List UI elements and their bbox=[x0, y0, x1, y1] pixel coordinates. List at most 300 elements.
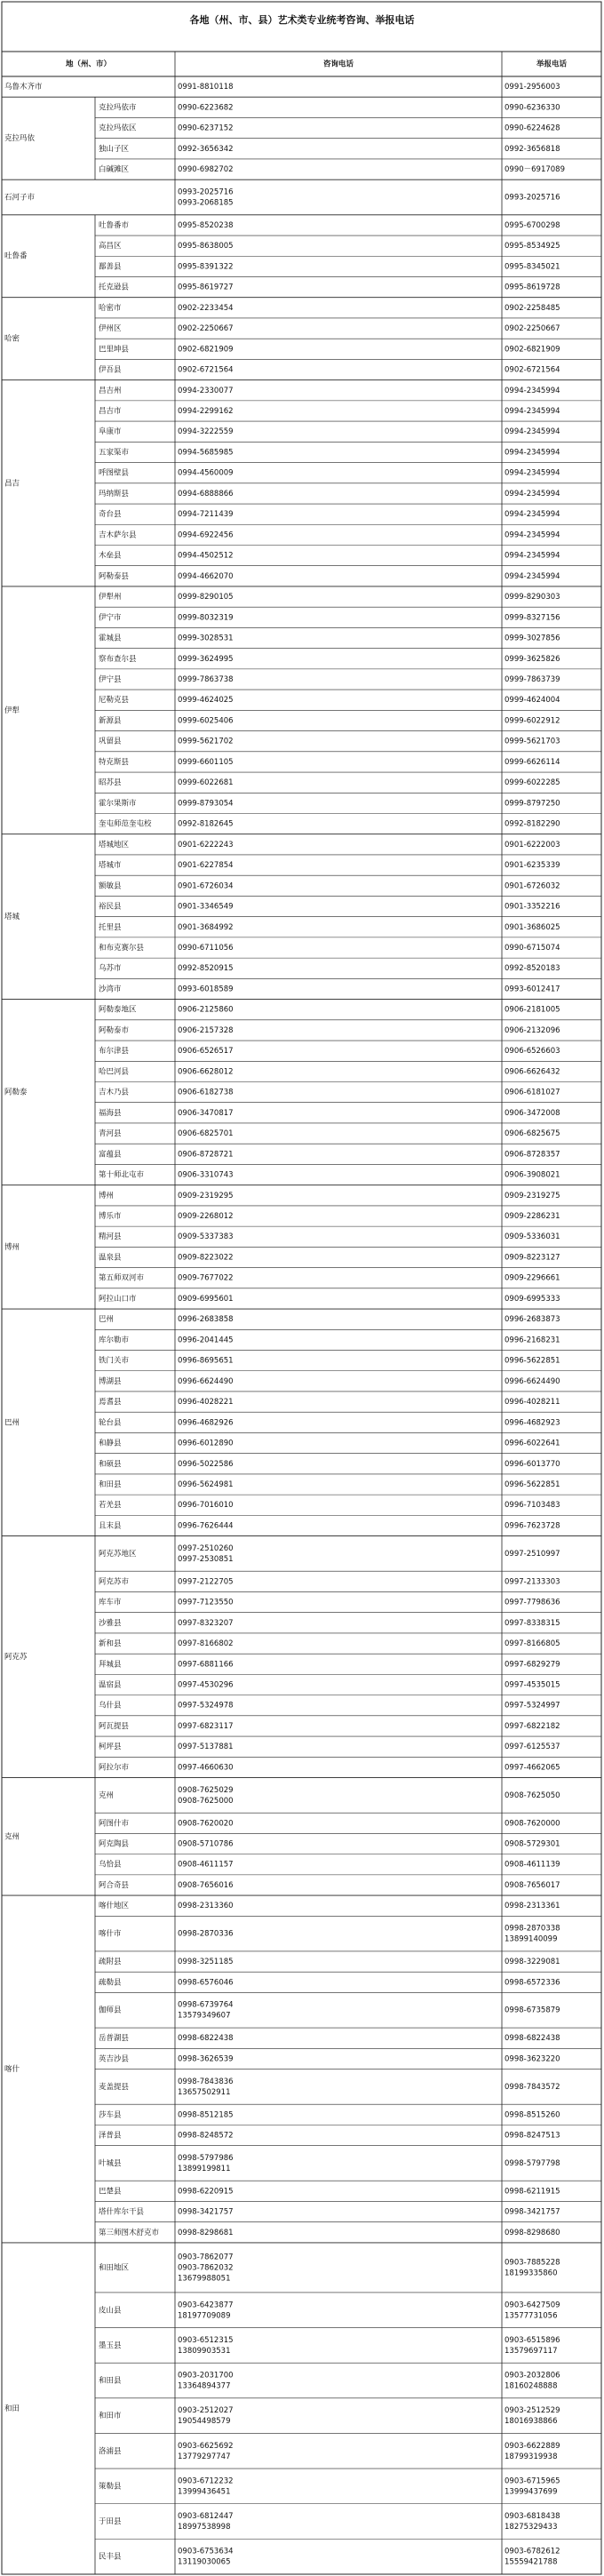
report-phone: 0998-3421757 bbox=[505, 2207, 560, 2217]
consult-phone: 0992-8182645 bbox=[178, 819, 234, 829]
consult-phone: 0998-2870336 bbox=[178, 1929, 234, 1939]
consult-phone: 0906-3470817 bbox=[178, 1108, 234, 1118]
district-name: 新和县 bbox=[99, 1639, 122, 1649]
report-phone: 0996-4682923 bbox=[505, 1418, 560, 1428]
report-phone: 0997-6822182 bbox=[505, 1721, 560, 1731]
consult-phone: 0993-2068185 bbox=[178, 198, 234, 208]
report-phone: 0901-6235339 bbox=[505, 861, 560, 871]
report-phone: 0996-7103483 bbox=[505, 1501, 560, 1511]
consult-phone: 0998-8298681 bbox=[178, 2228, 234, 2237]
consult-phone: 0908-4611157 bbox=[178, 1860, 234, 1870]
consult-phone: 18997538998 bbox=[178, 2523, 231, 2532]
report-phone: 13899140099 bbox=[505, 1934, 558, 1944]
report-phone: 0994-2345994 bbox=[505, 468, 560, 478]
report-phone: 0995-6700298 bbox=[505, 220, 560, 230]
consult-phone: 0903-2031700 bbox=[178, 2371, 234, 2381]
region-name: 昌吉 bbox=[4, 479, 20, 489]
consult-phone: 0999-6601105 bbox=[178, 757, 234, 767]
page-title: 各地（州、市、县）艺术类专业统考咨询、举报电话 bbox=[189, 14, 415, 26]
district-name: 沙雅县 bbox=[99, 1618, 122, 1628]
report-phone: 0906-3908021 bbox=[505, 1170, 560, 1180]
consult-phone: 0997-7123550 bbox=[178, 1598, 234, 1607]
report-phone: 0903-6515896 bbox=[505, 2335, 560, 2345]
report-phone: 0906-6626432 bbox=[505, 1067, 560, 1077]
report-phone: 13999437699 bbox=[505, 2487, 558, 2497]
report-phone: 13579697117 bbox=[505, 2346, 558, 2356]
consult-phone: 0994-4662070 bbox=[178, 571, 234, 581]
district-name: 叶城县 bbox=[99, 2158, 122, 2168]
consult-phone: 0996-6624490 bbox=[178, 1376, 234, 1386]
consult-phone: 13899199811 bbox=[178, 2164, 231, 2173]
consult-phone: 0906-8728721 bbox=[178, 1150, 234, 1160]
report-phone: 0909-2286231 bbox=[505, 1212, 560, 1222]
consult-phone: 0996-5624981 bbox=[178, 1480, 234, 1490]
consult-phone: 0993-6018589 bbox=[178, 985, 234, 994]
consult-phone: 13119030065 bbox=[178, 2557, 231, 2567]
header-consult: 咨询电话 bbox=[322, 60, 354, 69]
report-phone: 0908-5729301 bbox=[505, 1839, 560, 1849]
district-name: 哈密市 bbox=[99, 303, 122, 313]
consult-phone: 0903-6423877 bbox=[178, 2301, 234, 2310]
report-phone: 0906-6825675 bbox=[505, 1129, 560, 1139]
report-phone: 0999-8290303 bbox=[505, 593, 560, 602]
report-phone: 0908-7620000 bbox=[505, 1819, 560, 1829]
consult-phone: 0906-6628012 bbox=[178, 1067, 234, 1077]
district-name: 察布查尔县 bbox=[99, 654, 137, 664]
report-phone: 0999-4624004 bbox=[505, 696, 560, 706]
report-phone: 0998-3623220 bbox=[505, 2054, 560, 2064]
consult-phone: 0991-8810118 bbox=[178, 83, 234, 92]
consult-phone: 0999-8793054 bbox=[178, 799, 234, 809]
district-name: 阿勒泰县 bbox=[99, 571, 130, 581]
district-name: 塔城市 bbox=[99, 861, 122, 871]
consult-phone: 0994-6888866 bbox=[178, 489, 234, 498]
district-name: 乌恰县 bbox=[99, 1860, 122, 1870]
district-name: 阿克苏市 bbox=[99, 1577, 130, 1587]
district-name: 巴州 bbox=[99, 1315, 115, 1325]
report-phone: 0902-6721564 bbox=[505, 365, 560, 375]
district-name: 和田市 bbox=[99, 2412, 122, 2421]
report-phone: 0996-5622851 bbox=[505, 1356, 560, 1366]
report-phone: 0996-6624490 bbox=[505, 1376, 560, 1386]
report-phone: 0908-7625050 bbox=[505, 1790, 560, 1800]
consult-phone: 0998-5797986 bbox=[178, 2153, 234, 2163]
consult-phone: 0901-3684992 bbox=[178, 922, 234, 932]
report-phone: 0901-3352216 bbox=[505, 902, 560, 912]
report-phone: 0901-3686025 bbox=[505, 922, 560, 932]
consult-phone: 0901-6726034 bbox=[178, 881, 234, 891]
district-name: 和田县 bbox=[99, 1480, 122, 1490]
district-name: 吉木乃县 bbox=[99, 1088, 130, 1097]
report-phone: 0997-2133303 bbox=[505, 1577, 560, 1587]
consult-phone: 0994-7211439 bbox=[178, 510, 234, 520]
consult-phone: 0909-2268012 bbox=[178, 1212, 234, 1222]
district-name: 塔城地区 bbox=[99, 840, 130, 849]
district-name: 策勒县 bbox=[99, 2482, 122, 2492]
consult-phone: 0909-7677022 bbox=[178, 1273, 234, 1283]
report-phone: 0996-2168231 bbox=[505, 1336, 560, 1345]
consult-phone: 0996-4682926 bbox=[178, 1418, 234, 1428]
report-phone: 0997-4662065 bbox=[505, 1763, 560, 1773]
consult-phone: 0903-2512027 bbox=[178, 2406, 234, 2416]
header-region: 地（州、市） bbox=[65, 60, 112, 69]
consult-phone: 0998-8248572 bbox=[178, 2131, 234, 2141]
district-name: 和田县 bbox=[99, 2376, 122, 2386]
consult-phone: 0908-7620020 bbox=[178, 1819, 234, 1829]
report-phone: 0992-8182290 bbox=[505, 819, 560, 829]
consult-phone: 0902-6721564 bbox=[178, 365, 234, 375]
consult-phone: 0903-6812447 bbox=[178, 2512, 234, 2522]
consult-phone: 0992-8520915 bbox=[178, 964, 234, 974]
district-name: 博湖县 bbox=[99, 1376, 122, 1386]
district-name: 富蕴县 bbox=[99, 1150, 122, 1160]
report-phone: 0906-2181005 bbox=[505, 1005, 560, 1015]
consult-phone: 0999-6025406 bbox=[178, 716, 234, 726]
consult-phone: 0996-8695651 bbox=[178, 1356, 234, 1366]
consult-phone: 0994-2330077 bbox=[178, 386, 234, 395]
consult-phone: 0995-8520238 bbox=[178, 220, 234, 230]
district-name: 于田县 bbox=[99, 2517, 122, 2527]
consult-phone: 0997-5324978 bbox=[178, 1701, 234, 1711]
district-name: 高昌区 bbox=[99, 242, 122, 251]
report-phone: 18160248888 bbox=[505, 2381, 558, 2391]
report-phone: 0994-2345994 bbox=[505, 551, 560, 561]
district-name: 霍城县 bbox=[99, 634, 122, 643]
consult-phone: 0997-8323207 bbox=[178, 1618, 234, 1628]
consult-phone: 0901-3346549 bbox=[178, 902, 234, 912]
district-name: 伊宁市 bbox=[99, 613, 122, 623]
consult-phone: 0996-6012890 bbox=[178, 1439, 234, 1448]
report-phone: 0990-6236330 bbox=[505, 103, 560, 113]
report-phone: 0906-2132096 bbox=[505, 1025, 560, 1035]
report-phone: 0909-2296661 bbox=[505, 1273, 560, 1283]
report-phone: 18016938866 bbox=[505, 2417, 558, 2427]
report-phone: 0994-2345994 bbox=[505, 427, 560, 437]
district-name: 霍尔果斯市 bbox=[99, 799, 137, 809]
consult-phone: 0994-6922456 bbox=[178, 530, 234, 540]
report-phone: 0997-6125537 bbox=[505, 1743, 560, 1752]
district-name: 克拉玛依市 bbox=[99, 103, 137, 113]
district-name: 民丰县 bbox=[99, 2552, 122, 2562]
district-name: 库车市 bbox=[99, 1598, 122, 1607]
report-phone: 0994-2345994 bbox=[505, 406, 560, 416]
consult-phone: 0908-7625000 bbox=[178, 1796, 234, 1806]
district-name: 昭苏县 bbox=[99, 778, 122, 788]
consult-phone: 0994-2299162 bbox=[178, 406, 234, 416]
report-phone: 0997-7798636 bbox=[505, 1598, 560, 1607]
district-name: 裕民县 bbox=[99, 902, 122, 912]
consult-phone: 0996-2041445 bbox=[178, 1336, 234, 1345]
consult-phone: 0997-6823117 bbox=[178, 1721, 234, 1731]
consult-phone: 0997-8166802 bbox=[178, 1639, 234, 1649]
report-phone: 0996-6022641 bbox=[505, 1439, 560, 1448]
region-name: 伊犁 bbox=[4, 706, 20, 715]
report-phone: 0998-2313361 bbox=[505, 1902, 560, 1911]
consult-phone: 0998-8512185 bbox=[178, 2110, 234, 2120]
consult-phone: 0906-6182738 bbox=[178, 1088, 234, 1097]
district-name: 岳普湖县 bbox=[99, 2034, 130, 2044]
consult-phone: 0998-3626539 bbox=[178, 2054, 234, 2064]
district-name: 阿勒泰市 bbox=[99, 1025, 130, 1035]
district-name: 且末县 bbox=[99, 1521, 122, 1531]
report-phone: 0994-2345994 bbox=[505, 489, 560, 498]
district-name: 第五师双河市 bbox=[99, 1273, 145, 1283]
report-phone: 0998-6735879 bbox=[505, 2006, 560, 2015]
consult-phone: 13364894377 bbox=[178, 2381, 231, 2391]
report-phone: 0993-2025716 bbox=[505, 193, 560, 203]
consult-phone: 0990-6982702 bbox=[178, 165, 234, 175]
report-phone: 0995-8345021 bbox=[505, 262, 560, 272]
consult-phone: 0902-2250667 bbox=[178, 324, 234, 334]
report-phone: 0993-6012417 bbox=[505, 985, 560, 994]
consult-phone: 0997-2530851 bbox=[178, 1554, 234, 1564]
district-name: 焉耆县 bbox=[99, 1398, 122, 1408]
district-name: 哈巴河县 bbox=[99, 1067, 130, 1077]
district-name: 阿图什市 bbox=[99, 1819, 130, 1829]
district-name: 托里县 bbox=[99, 922, 122, 932]
report-phone: 0996-5622851 bbox=[505, 1480, 560, 1490]
district-name: 克州 bbox=[99, 1790, 115, 1800]
report-phone: 0994-2345994 bbox=[505, 448, 560, 458]
report-phone: 0902-2258485 bbox=[505, 303, 560, 313]
consult-phone: 0996-4028221 bbox=[178, 1398, 234, 1408]
consult-phone: 0998-3421757 bbox=[178, 2207, 234, 2217]
district-name: 和田地区 bbox=[99, 2263, 130, 2273]
report-phone: 0902-6821909 bbox=[505, 345, 560, 355]
consult-phone: 0994-5685985 bbox=[178, 448, 234, 458]
report-phone: 0901-6726032 bbox=[505, 881, 560, 891]
district-name: 柯坪县 bbox=[99, 1743, 122, 1752]
region-name: 巴州 bbox=[4, 1418, 20, 1428]
consult-phone: 0906-3310743 bbox=[178, 1170, 234, 1180]
report-phone: 0909-5336031 bbox=[505, 1232, 560, 1242]
consult-phone: 13579349607 bbox=[178, 2011, 231, 2021]
report-phone: 0998-6822438 bbox=[505, 2034, 560, 2044]
consult-phone: 0992-3656342 bbox=[178, 144, 234, 154]
consult-phone: 0996-2683858 bbox=[178, 1315, 234, 1325]
district-name: 轮台县 bbox=[99, 1418, 122, 1428]
report-phone: 0996-7623728 bbox=[505, 1521, 560, 1531]
district-name: 库尔勒市 bbox=[99, 1336, 130, 1345]
district-name: 玛纳斯县 bbox=[99, 489, 130, 498]
report-phone: 0909-2319275 bbox=[505, 1191, 560, 1200]
report-phone: 0906-6526603 bbox=[505, 1047, 560, 1057]
district-name: 第三师图木舒克市 bbox=[99, 2228, 160, 2237]
consult-phone: 0901-6222243 bbox=[178, 840, 234, 849]
district-name: 和布克赛尔县 bbox=[99, 944, 145, 953]
consult-phone: 0990-6711056 bbox=[178, 944, 234, 953]
district-name: 洛浦县 bbox=[99, 2446, 122, 2456]
consult-phone: 0998-2313360 bbox=[178, 1902, 234, 1911]
region-name: 阿勒泰 bbox=[4, 1088, 28, 1097]
consult-phone: 0997-4530296 bbox=[178, 1680, 234, 1690]
report-phone: 18275329433 bbox=[505, 2523, 558, 2532]
consult-phone: 0908-7625029 bbox=[178, 1785, 234, 1795]
report-phone: 0999-8327156 bbox=[505, 613, 560, 623]
report-phone: 0906-6181027 bbox=[505, 1088, 560, 1097]
report-phone: 0906-8728357 bbox=[505, 1150, 560, 1160]
district-name: 泽普县 bbox=[99, 2131, 122, 2141]
report-phone: 0999-7863739 bbox=[505, 674, 560, 684]
consult-phone: 0997-5137881 bbox=[178, 1743, 234, 1752]
region-name: 塔城 bbox=[4, 913, 20, 922]
region-name: 吐鲁番 bbox=[4, 251, 28, 261]
district-name: 木垒县 bbox=[99, 551, 122, 561]
report-phone: 0903-6427509 bbox=[505, 2301, 560, 2310]
region-name: 阿克苏 bbox=[4, 1653, 28, 1663]
report-phone: 0999-8797250 bbox=[505, 799, 560, 809]
report-phone: 0903-6782612 bbox=[505, 2547, 560, 2556]
consult-phone: 0998-3251185 bbox=[178, 1958, 234, 1967]
consult-phone: 0998-6220915 bbox=[178, 2187, 234, 2197]
district-name: 英吉沙县 bbox=[99, 2054, 130, 2064]
district-name: 尼勒克县 bbox=[99, 696, 130, 706]
report-phone: 0903-6715965 bbox=[505, 2476, 560, 2486]
district-name: 塔什库尔干县 bbox=[99, 2207, 145, 2217]
district-name: 伊吾县 bbox=[99, 365, 122, 375]
consult-phone: 0998-7843836 bbox=[178, 2077, 234, 2086]
report-phone: 0998-8298680 bbox=[505, 2228, 560, 2237]
report-phone: 0903-6818438 bbox=[505, 2512, 560, 2522]
consult-phone: 0999-3624995 bbox=[178, 654, 234, 664]
consult-phone: 13809903531 bbox=[178, 2346, 231, 2356]
report-phone: 0908-4611139 bbox=[505, 1860, 560, 1870]
report-phone: 0997-4535015 bbox=[505, 1680, 560, 1690]
report-phone: 0997-2510997 bbox=[505, 1549, 560, 1559]
header-report: 举报电话 bbox=[536, 60, 568, 69]
district-name: 第十师北屯市 bbox=[99, 1170, 145, 1180]
consult-phone: 0999-3028531 bbox=[178, 634, 234, 643]
report-phone: 0996-4028211 bbox=[505, 1398, 560, 1408]
district-name: 温宿县 bbox=[99, 1680, 122, 1690]
report-phone: 0995-8534925 bbox=[505, 242, 560, 251]
district-name: 喀什地区 bbox=[99, 1902, 130, 1911]
consult-phone: 0990-6223682 bbox=[178, 103, 234, 113]
district-name: 奎屯师范奎屯校 bbox=[99, 819, 152, 829]
consult-phone: 0995-8619727 bbox=[178, 283, 234, 292]
district-name: 疏附县 bbox=[99, 1958, 122, 1967]
report-phone: 0992-8520183 bbox=[505, 964, 560, 974]
consult-phone: 13657502911 bbox=[178, 2087, 231, 2097]
consult-phone: 0999-8290105 bbox=[178, 593, 234, 602]
district-name: 阿克陶县 bbox=[99, 1839, 130, 1849]
district-name: 阿勒泰地区 bbox=[99, 1005, 137, 1015]
report-phone: 0997-5324997 bbox=[505, 1701, 560, 1711]
consult-phone: 0902-2233454 bbox=[178, 303, 234, 313]
report-phone: 0998-2870338 bbox=[505, 1924, 560, 1934]
consult-phone: 13779297747 bbox=[178, 2452, 231, 2461]
consult-phone: 0996-7626444 bbox=[178, 1521, 234, 1531]
consult-phone: 0999-5621702 bbox=[178, 737, 234, 746]
consult-phone: 0903-6712232 bbox=[178, 2476, 234, 2486]
district-name: 吉木萨尔县 bbox=[99, 530, 137, 540]
report-phone: 0990－6917089 bbox=[505, 165, 565, 175]
report-phone: 0909-8223127 bbox=[505, 1253, 560, 1263]
district-name: 克拉玛依区 bbox=[99, 124, 137, 133]
consult-phone: 0999-8032319 bbox=[178, 613, 234, 623]
report-phone: 15559421788 bbox=[505, 2557, 558, 2567]
consult-phone: 0996-5022586 bbox=[178, 1459, 234, 1469]
district-name: 疏勒县 bbox=[99, 1978, 122, 1988]
report-phone: 0999-5621703 bbox=[505, 737, 560, 746]
report-phone: 18799319938 bbox=[505, 2452, 558, 2461]
report-phone: 0903-7885228 bbox=[505, 2258, 560, 2268]
report-phone: 0990-6224628 bbox=[505, 124, 560, 133]
district-name: 福海县 bbox=[99, 1108, 122, 1118]
district-name: 乌苏市 bbox=[99, 964, 122, 974]
report-phone: 0909-6995333 bbox=[505, 1294, 560, 1304]
region-name: 石河子市 bbox=[4, 193, 36, 203]
district-name: 昌吉市 bbox=[99, 406, 122, 416]
report-phone: 0903-2032806 bbox=[505, 2371, 560, 2381]
consult-phone: 13679988051 bbox=[178, 2274, 231, 2284]
consult-phone: 0999-4624025 bbox=[178, 696, 234, 706]
report-phone: 0902-2250667 bbox=[505, 324, 560, 334]
report-phone: 18199335860 bbox=[505, 2269, 558, 2278]
district-name: 皮山县 bbox=[99, 2306, 122, 2316]
district-name: 特克斯县 bbox=[99, 757, 130, 767]
report-phone: 0997-6829279 bbox=[505, 1660, 560, 1670]
report-phone: 0998-5797798 bbox=[505, 2158, 560, 2168]
consult-phone: 0906-6825701 bbox=[178, 1129, 234, 1139]
report-phone: 0999-3027856 bbox=[505, 634, 560, 643]
consult-phone: 0909-8223022 bbox=[178, 1253, 234, 1263]
region-name: 博州 bbox=[4, 1242, 20, 1252]
consult-phone: 0903-7862077 bbox=[178, 2253, 234, 2262]
report-phone: 0996-6013770 bbox=[505, 1459, 560, 1469]
report-phone: 0901-6222003 bbox=[505, 840, 560, 849]
district-name: 伊宁县 bbox=[99, 674, 122, 684]
report-phone: 0996-2683873 bbox=[505, 1315, 560, 1325]
region-name: 和田 bbox=[4, 2404, 20, 2413]
district-name: 麦盖提县 bbox=[99, 2082, 130, 2092]
district-name: 喀什市 bbox=[99, 1929, 122, 1939]
district-name: 巩留县 bbox=[99, 737, 122, 746]
district-name: 阿合奇县 bbox=[99, 1880, 130, 1890]
district-name: 墨玉县 bbox=[99, 2341, 122, 2350]
consult-phone: 0908-7656016 bbox=[178, 1880, 234, 1890]
consult-phone: 13999436451 bbox=[178, 2487, 231, 2497]
consult-phone: 0901-6227854 bbox=[178, 861, 234, 871]
district-name: 阜康市 bbox=[99, 427, 122, 437]
consult-phone: 0997-2510260 bbox=[178, 1543, 234, 1553]
consult-phone: 0998-6576046 bbox=[178, 1978, 234, 1988]
consult-phone: 0998-6739764 bbox=[178, 2000, 234, 2010]
consult-phone: 0909-6995601 bbox=[178, 1294, 234, 1304]
consult-phone: 0995-8391322 bbox=[178, 262, 234, 272]
district-name: 伊犁州 bbox=[99, 593, 122, 602]
report-phone: 0998-7843572 bbox=[505, 2082, 560, 2092]
consult-phone: 0903-6625692 bbox=[178, 2441, 234, 2451]
report-phone: 13577731056 bbox=[505, 2311, 558, 2321]
consult-phone: 0909-5337383 bbox=[178, 1232, 234, 1242]
district-name: 若羌县 bbox=[99, 1501, 122, 1511]
consult-phone: 0902-6821909 bbox=[178, 345, 234, 355]
district-name: 白碱滩区 bbox=[99, 165, 130, 175]
district-name: 阿拉山口市 bbox=[99, 1294, 137, 1304]
district-name: 莎车县 bbox=[99, 2110, 122, 2120]
district-name: 温泉县 bbox=[99, 1253, 122, 1263]
consult-phone: 18197709089 bbox=[178, 2311, 231, 2321]
region-name: 哈密 bbox=[4, 334, 20, 344]
consult-phone: 0906-2125860 bbox=[178, 1005, 234, 1015]
district-name: 阿拉尔市 bbox=[99, 1763, 130, 1773]
region-name: 乌鲁木齐市 bbox=[4, 83, 43, 92]
consult-phone: 0906-2157328 bbox=[178, 1025, 234, 1035]
district-name: 博州 bbox=[99, 1191, 115, 1200]
district-name: 阿瓦提县 bbox=[99, 1721, 130, 1731]
report-phone: 0999-6022912 bbox=[505, 716, 560, 726]
